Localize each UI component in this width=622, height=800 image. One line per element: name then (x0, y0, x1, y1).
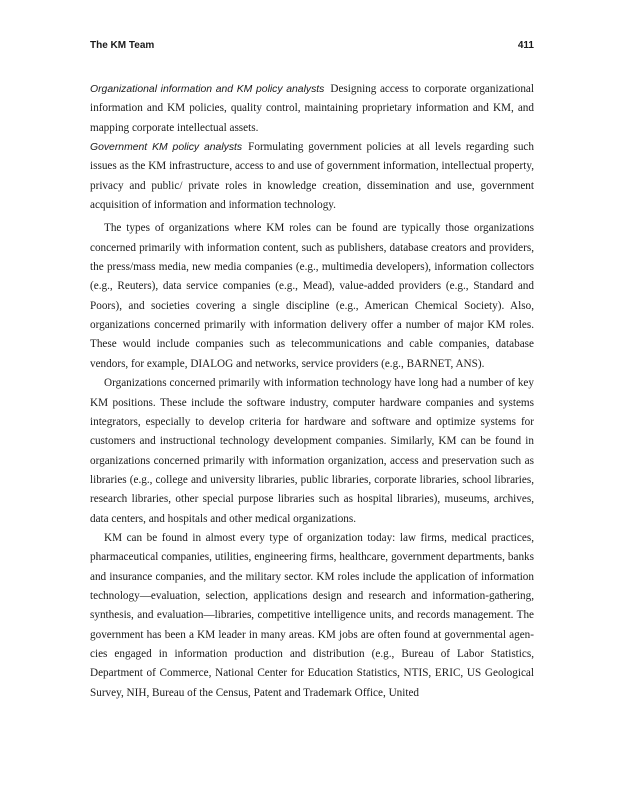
page-number: 411 (517, 40, 534, 51)
body-text (90, 80, 534, 703)
chapter-title: The KM Team (90, 40, 155, 51)
entry-term: Organizational information and KM policy analysts (90, 84, 325, 95)
entry-term: Government KM policy analysts (90, 142, 243, 154)
running-head (90, 40, 534, 56)
paragraph-information-technology: Organizations concerned primarily with information technology have long had a number of key KM positions. These include the software industry, computer hardware companies and systems integrators, especially to develop criteria for hardware and software and optimize systems for customers and instructional technology development companies. Similarly, KM can be found in organizations concerned primarily with information organization, access and preservation such as libraries (e.g., college and university libraries, public libraries, corporate libraries, school libraries, research libraries, other special purpose libraries such as hospital libraries), museums, archives, data centers, and hospitals and other medical organizations. (90, 377, 534, 525)
paragraph-km-everywhere: KM can be found in almost every type of organization today: law firms, medical practices, pharmaceutical companies, utilities, engineering firms, healthcare, government departments, banks and insurance companies, and the military sector. KM roles include the application of information technology—evaluation, selection, applications design and research and information-gathering, synthesis, and evaluation—libraries, competitive intelligence units, and records management. The government has been a KM leader in many areas. KM jobs are often found at governmental agencies engaged in information production and distribution (e.g., Bureau of Labor Statistics, Department of Commerce, National Center for Education Statistics, NTIS, ERIC, US Geological Survey, NIH, Bureau of the Census, Patent and Trademark Office, United (90, 531, 534, 699)
entry-gov-km-policy-analysts (90, 138, 534, 215)
entry-text: Formulating government policies at all levels regarding such issues as the KM infrastructure, access to and use of government information, intellectual property, privacy and public/ private roles in knowledge creation, dissemination and use, government acquisition of information and information technology. (90, 141, 534, 212)
entry-text: Designing access to corporate organizational information and KM policies, quality control, maintaining proprietary information and KM, and mapping corporate intellectual assets. (90, 83, 534, 134)
entry-org-km-policy-analysts (90, 80, 534, 138)
paragraph-organization-types: The types of organizations where KM roles can be found are typically those organizations concerned primarily with information content, such as publishers, database creators and providers, the press/mass media, new media companies (e.g., multimedia developers), information collectors (e.g., Reuters), data service companies (e.g., Mead), value-added providers (e.g., Standard and Poors), and societies covering a single discipline (e.g., American Chemical Society). Also, organizations concerned primarily with information delivery offer a number of major KM roles. These would include companies such as telecommunications and cable companies, database vendors, for example, DIALOG and networks, service providers (e.g., BARNET, ANS). (90, 222, 534, 370)
